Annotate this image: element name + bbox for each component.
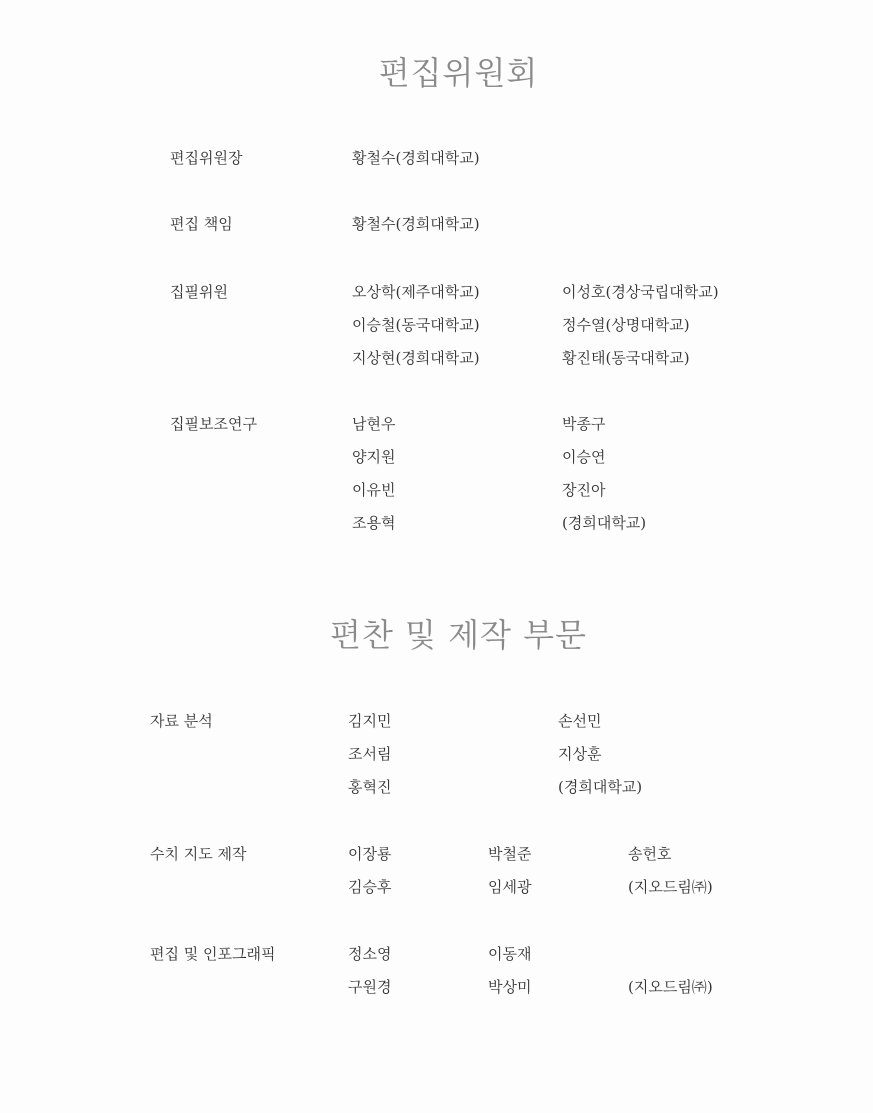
- assistant-name: 박종구: [562, 415, 606, 433]
- analysis-name: 지상훈: [558, 745, 602, 763]
- analysis-name: 김지민: [348, 712, 392, 730]
- editor-name: 황철수(경희대학교): [352, 215, 480, 233]
- assistant-affiliation: (경희대학교): [562, 514, 647, 532]
- writers-label: 집필위원: [170, 283, 228, 301]
- analysis-name: 홍혁진: [348, 778, 392, 796]
- mapping-name: 임세광: [488, 878, 532, 896]
- analysis-name: 조서림: [348, 745, 392, 763]
- mapping-label: 수치 지도 제작: [150, 845, 247, 863]
- committee-title: 편집위원회: [378, 54, 539, 92]
- assistant-name: 양지원: [352, 448, 396, 466]
- mapping-name: 김승후: [348, 878, 392, 896]
- writer-name: 이성호(경상국립대학교): [562, 283, 719, 301]
- writer-name: 이승철(동국대학교): [352, 316, 480, 334]
- infographic-label: 편집 및 인포그래픽: [150, 945, 276, 963]
- writer-name: 오상학(제주대학교): [352, 283, 480, 301]
- analysis-affiliation: (경희대학교): [558, 778, 643, 796]
- mapping-name: 박철준: [488, 845, 532, 863]
- mapping-name: 송헌호: [628, 845, 672, 863]
- writer-name: 황진태(동국대학교): [562, 349, 690, 367]
- mapping-affiliation: (지오드림㈜): [628, 878, 713, 896]
- assistants-label: 집필보조연구: [170, 415, 257, 433]
- infographic-name: 박상미: [488, 978, 532, 996]
- assistant-name: 장진아: [562, 481, 606, 499]
- assistant-name: 이승연: [562, 448, 606, 466]
- infographic-name: 정소영: [348, 945, 392, 963]
- infographic-name: 이동재: [488, 945, 532, 963]
- chief-label: 편집위원장: [170, 149, 243, 167]
- infographic-name: 구원경: [348, 978, 392, 996]
- analysis-label: 자료 분석: [150, 712, 213, 730]
- production-title: 편찬 및 제작 부문: [330, 616, 587, 654]
- infographic-affiliation: (지오드림㈜): [628, 978, 713, 996]
- analysis-name: 손선민: [558, 712, 602, 730]
- writer-name: 정수열(상명대학교): [562, 316, 690, 334]
- assistant-name: 조용혁: [352, 514, 396, 532]
- mapping-name: 이장룡: [348, 845, 392, 863]
- assistant-name: 이유빈: [352, 481, 396, 499]
- chief-name: 황철수(경희대학교): [352, 149, 480, 167]
- assistant-name: 남현우: [352, 415, 396, 433]
- editor-label: 편집 책임: [170, 215, 233, 233]
- writer-name: 지상현(경희대학교): [352, 349, 480, 367]
